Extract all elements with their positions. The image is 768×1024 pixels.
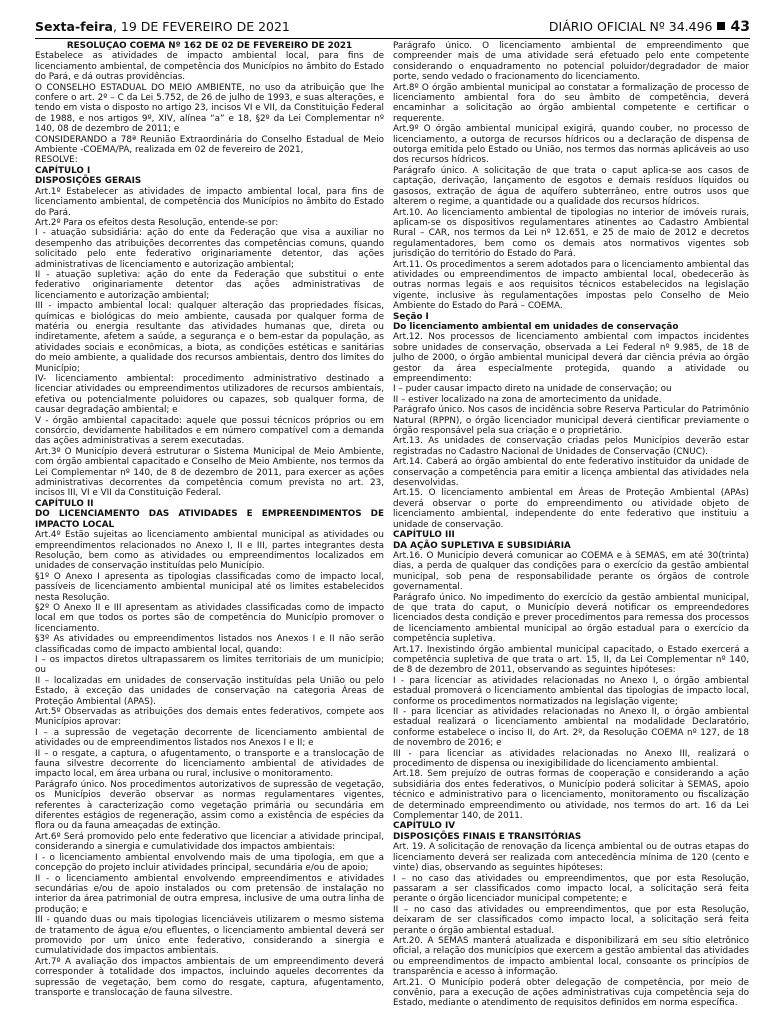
right-paragraph: Art.18. Sem prejuízo de outras formas de cooperação e considerando a ação subsidiária dos entes federativos, o Município poderá solicitar à SEMAS, apoio técnico e administrativo para o licenciamento, monitoramento ou fiscalização de determinado empreendimento ou atividade, nos termos do art. 16 da Lei Complementar 140, de 2011. bbox=[393, 769, 749, 822]
right-paragraph: Art.14. Caberá ao órgão ambiental do ente federativo instituidor da unidade de conservação a competência para emitir a licença ambiental das atividades nela desenvolvidas. bbox=[393, 457, 749, 489]
right-paragraph: I – no caso das atividades ou empreendimentos, que por esta Resolução, passaram a ser classificados como impacto local, a solicitação será feita perante o órgão licenciador municipal competente; e bbox=[393, 873, 749, 905]
left-paragraph: CAPÍTULO II bbox=[35, 498, 94, 509]
right-paragraph: II – no caso das atividades ou empreendimentos, que por esta Resolução, deixaram de ser classificados como impacto local, a solicitação será feita perante o órgão ambiental estadual. bbox=[393, 904, 749, 936]
left-paragraph: §3º As atividades ou empreendimentos listados nos Anexos I e II não serão classificadas como de impacto ambiental local, quando: bbox=[35, 634, 384, 655]
header-journal bbox=[549, 19, 750, 35]
left-paragraph: CAPÍTULO I bbox=[35, 165, 91, 176]
left-paragraph: II - o licenciamento ambiental envolvendo empreendimentos e atividades secundárias e/ou de apoio instalados ou com pretensão de instalação no interior da área patrimonial de outra empresa, inclusive de uma outra linha de produção; e bbox=[35, 873, 384, 915]
right-paragraph: CAPÍTULO III bbox=[393, 530, 455, 541]
left-paragraph: V - órgão ambiental capacitado: aquele que possui técnicos próprios ou em consórcio, devidamente habilitados e em número compatível com a demanda das ações administrativas a serem executadas. bbox=[35, 415, 384, 447]
left-paragraph: II – o resgate, a captura, o afugentamento, o transporte e a translocação de fauna silvestre decorrente do licenciamento ambiental de atividades de impacto local, em área urbana ou rural, inclusive o monitoramento. bbox=[35, 748, 384, 780]
left-paragraph: §2º O Anexo II e III apresentam as atividades classificadas como de impacto local em que todos os portes são de competência do Município promover o licenciamento. bbox=[35, 602, 384, 634]
left-paragraph: I - o licenciamento ambiental envolvendo mais de uma tipologia, em que a concepção do projeto incluir atividades principal, secundária e/ou de apoio; bbox=[35, 852, 384, 874]
right-paragraph: CAPÍTULO IV bbox=[393, 821, 456, 832]
right-column bbox=[393, 41, 749, 1021]
right-paragraph: Art.15. O licenciamento ambiental em Áreas de Proteção Ambiental (APAs) deverá observar o porte do empreendimento ou atividade objeto de licenciamento ambiental, independente do ente federativo que instituiu a unidade de conservação. bbox=[393, 488, 749, 530]
left-paragraph: DISPOSIÇÕES GERAIS bbox=[35, 176, 142, 187]
square-icon bbox=[717, 22, 725, 30]
right-paragraph: Art.13. As unidades de conservação criadas pelos Municípios deverão estar registradas no Cadastro Nacional de Unidades de Conservação (CNUC). bbox=[393, 436, 749, 457]
right-paragraph: III - para licenciar as atividades relacionadas no Anexo III, realizará o procedimento de dispensa ou inexigibilidade do licenciamento ambiental. bbox=[393, 748, 749, 770]
right-paragraph: Art.17. Inexistindo órgão ambiental municipal capacitado, o Estado exercerá a competência supletiva de que trata o art. 15, II, da Lei Complementar nº 140, de 8 de dezembro de 2011, observando as seguintes hipóteses: bbox=[393, 644, 749, 676]
right-paragraph: Seção I bbox=[393, 311, 429, 322]
left-paragraph: Art.6º Será promovido pelo ente federativo que licenciar a atividade principal, considerando a sinergia e cumulatividade dos impactos ambientais: bbox=[35, 831, 384, 853]
right-paragraph: II - para licenciar as atividades relacionadas no Anexo II, o órgão ambiental estadual realizará o licenciamento ambiental na modalidade Declaratório, conforme estabelece o inciso II, do Art. 2º, da Resolução COEMA nº 127, de 18 de novembro de 2016; e bbox=[393, 707, 749, 749]
right-paragraph: Art.12. Nos processos de licenciamento ambiental com impactos incidentes sobre unidades de conservação, observada a Lei Federal nº 9.985, de 18 de julho de 2000, o órgão ambiental municipal deverá dar ciência prévia ao órgão gestor da área especialmente protegida, quando a atividade ou empreendimento: bbox=[393, 332, 749, 384]
right-paragraph: Parágrafo único. O licenciamento ambiental de empreendimento que compreender mais de uma atividade será efetuado pelo ente competente considerando o enquadramento no potencial poluidor/degradador de maior porte, sendo vedado o fracionamento do licenciamento. bbox=[393, 41, 749, 83]
page-header bbox=[35, 0, 750, 40]
right-paragraph: I – puder causar impacto direto na unidade de conservação; ou bbox=[393, 384, 672, 395]
left-paragraph: I - atuação subsidiária: ação do ente da Federação que visa a auxiliar no desempenho das atribuições decorrentes das competências comuns, quando solicitado pelo ente federativo originariamente detentor, das ações administrativas de licenciamento e autorização ambiental; bbox=[35, 228, 384, 270]
left-paragraph: II - atuação supletiva: ação do ente da Federação que substitui o ente federativo originariamente detentor das ações administrativas de licenciamento e autorização ambiental; bbox=[35, 269, 384, 301]
right-paragraph: I - para licenciar as atividades relacionadas no Anexo I, o órgão ambiental estadual promoverá o licenciamento ambiental das tipologias de impacto local, conforme os procedimentos normatizados na legislação vigente; bbox=[393, 675, 749, 707]
left-paragraph: O CONSELHO ESTADUAL DO MEIO AMBIENTE, no uso da atribuição que lhe confere o art. 2º – C da Lei 5.752, de 26 de julho de 1993, e suas alterações, e tendo em vista o disposto no artigo 23, incisos VI e VII, da Constituição Federal de 1988, e nos artigos 9º, XIV, alínea “a” e 18, §2º da Lei Complementar nº 140, 08 de dezembro de 2011; e bbox=[35, 82, 384, 135]
right-paragraph: Art.20. A SEMAS manterá atualizada e disponibilizará em seu sítio eletrônico oficial, a relação dos municípios que exercem a gestão ambiental das atividades ou empreendimentos de impacto ambiental local, consoante os princípios de transparência e acesso à informação. bbox=[393, 935, 749, 978]
left-paragraph: III - impacto ambiental local: qualquer alteração das propriedades físicas, químicas e biológicas do meio ambiente, causada por qualquer forma de matéria ou energia resultante das atividades humanas que, direta ou indiretamente, afetem a saúde, a segurança e o bem-estar da população, as atividades sociais e econômicas, a biota, as condições estéticas e sanitárias do meio ambiente, a qualidade dos recursos ambientais, dentro dos limites do Município; bbox=[35, 301, 384, 374]
left-paragraph: Art.2º Para os efeitos desta Resolução, entende-se por: bbox=[35, 217, 279, 228]
left-paragraph: Art.5º Observadas as atribuições dos demais entes federativos, compete aos Municípios aprovar: bbox=[35, 707, 384, 728]
left-paragraph: Parágrafo único. Nos procedimentos autorizativos de supressão de vegetação, os Municípios deverão observar as normas regulamentares vigentes, referentes à caracterização como vegetação primária ou secundária em diferentes estágios de regeneração, assim como a existência de espécies da flora ou da fauna ameaçadas de extinção. bbox=[35, 779, 384, 832]
left-column bbox=[35, 41, 384, 1021]
right-paragraph: Parágrafo único. Nos casos de incidência sobre Reserva Particular do Patrimônio Natural (RPPN), o órgão licenciador municipal deverá cientificar previamente o órgão responsável pela sua criação e o proprietário. bbox=[393, 405, 749, 437]
right-paragraph: Art.10. Ao licenciamento ambiental de tipologias no interior de imóveis rurais, aplicam-se os dispositivos regulamentares atinentes ao Cadastro Ambiental Rural – CAR, nos termos da Lei nº 12.651, e 25 de maio de 2012 e decretos regulamentadores, bem como os demais atos normativos vigentes sob jurisdição do território do Estado do Pará. bbox=[393, 207, 749, 260]
right-paragraph: II – estiver localizado na zona de amortecimento da unidade. bbox=[393, 394, 662, 405]
header-rule bbox=[35, 38, 750, 39]
right-paragraph: Art.8º O órgão ambiental municipal ao constatar a formalização de processo de licenciamento ambiental fora do seu âmbito de competência, deverá encaminhar a solicitação ao órgão ambiental competente e certificar o requerente. bbox=[393, 82, 749, 124]
right-paragraph: DA AÇÃO SUPLETIVA E SUBSIDIÁRIA bbox=[393, 540, 571, 551]
left-paragraph: Art.4º Estão sujeitas ao licenciamento ambiental municipal as atividades ou empreendimentos relacionados no Anexo I, II e III, partes integrantes desta Resolução, bem como as atividades ou empreendimentos localizados em unidades de conservação instituídas pelo Município. bbox=[35, 530, 384, 572]
right-paragraph: Parágrafo único. A solicitação de que trata o caput aplica-se aos casos de captação, derivação, lançamento de esgotos e demais resíduos líquidos ou gasosos, extração de água de aquífero subterrâneo, entre outros usos que alterem o regime, a quantidade ou a qualidade dos recursos hídricos. bbox=[393, 165, 749, 208]
left-paragraph: §1º O Anexo I apresenta as tipologias classificadas como de impacto local, passíveis de licenciamento ambiental municipal até os limites estabelecidos nesta Resolução. bbox=[35, 571, 384, 603]
right-paragraph: Art.9º O órgão ambiental municipal exigirá, quando couber, no processo de licenciamento, a outorga de recursos hídricos ou a declaração de dispensa de outorga emitida pelo Estado ou União, nos termos das normas aplicáveis ao uso dos recursos hídricos. bbox=[393, 124, 749, 166]
left-paragraph: RESOLUÇÃO COEMA Nº 162 DE 02 DE FEVEREIRO DE 2021 bbox=[66, 41, 353, 51]
left-paragraph: DO LICENCIAMENTO DAS ATIVIDADES E EMPREENDIMENTOS DE IMPACTO LOCAL bbox=[35, 509, 384, 530]
left-paragraph: CONSIDERANDO a 78ª Reunião Extraordinária do Conselho Estadual de Meio Ambiente -COEMA/PA, realizada em 02 de fevereiro de 2021, bbox=[35, 134, 384, 156]
page-number: 43 bbox=[730, 19, 750, 35]
right-paragraph: Art.11. Os procedimentos a serem adotados para o licenciamento ambiental das atividades ou empreendimentos de impacto ambiental local, obedecerão às outras normas legais e aos requisitos técnicos estabelecidos na legislação vigente, inclusive às regulamentações impostas pelo Conselho de Meio Ambiente do Estado do Pará – COEMA. bbox=[393, 259, 749, 312]
right-paragraph: DISPOSIÇÕES FINAIS E TRANSITÓRIAS bbox=[393, 831, 582, 842]
left-paragraph: Art.3º O Município deverá estruturar o Sistema Municipal de Meio Ambiente, com órgão ambiental capacitado e Conselho de Meio Ambiente, nos termos da Lei Complementar nº 140, de 8 de dezembro de 2011, para exercer as ações administrativas decorrentes da competência comum prevista no art. 23, incisos III, VI e VII da Constituição Federal. bbox=[35, 446, 384, 499]
left-paragraph: Estabelece as atividades de impacto ambiental local, para fins de licenciamento ambiental, de competência dos Municípios no âmbito do Estado do Pará, e dá outras providências. bbox=[35, 51, 384, 83]
right-paragraph: Do licenciamento ambiental em unidades de conservação bbox=[393, 321, 679, 332]
right-paragraph: Parágrafo único. No impedimento do exercício da gestão ambiental municipal, de que trata do caput, o Município deverá notificar os empreendedores licenciados desta condição e prever procedimentos para remessa dos processos de licenciamento ambiental municipal ao órgão estadual para o exercício da competência supletiva. bbox=[393, 592, 749, 645]
journal-title: DIÁRIO OFICIAL Nº 34.496 bbox=[548, 19, 713, 34]
header-weekday: Sexta-feira bbox=[35, 19, 113, 34]
left-paragraph: I – a supressão de vegetação decorrente de licenciamento ambiental de atividades ou de empreendimentos listados nos Anexos I e II; e bbox=[35, 727, 384, 749]
left-paragraph: RESOLVE: bbox=[35, 155, 78, 166]
left-paragraph: IV- licenciamento ambiental: procedimento administrativo destinado a licenciar atividades ou empreendimentos utilizadores de recursos ambientais, efetiva ou potencialmente poluidores ou capazes, sob qualquer forma, de causar degradação ambiental; e bbox=[35, 374, 384, 416]
left-paragraph: Art.7º A avaliação dos impactos ambientais de um empreendimento deverá corresponder à totalidade dos impactos, incluindo aqueles decorrentes da supressão de vegetação, bem como do resgate, captura, afugentamento, transporte e translocação de fauna silvestre. bbox=[35, 956, 384, 998]
header-date bbox=[35, 19, 290, 34]
left-paragraph: II – localizadas em unidades de conservação instituídas pela União ou pelo Estado, à exceção das unidades de conservação na categoria Áreas de Proteção Ambiental (APAS). bbox=[35, 675, 384, 707]
right-paragraph: Art. 19. A solicitação de renovação da licença ambiental ou de outras etapas do licenciamento deverá ser realizada com antecedência mínima de 120 (cento e vinte) dias, observando as seguintes hipóteses: bbox=[393, 842, 749, 874]
right-paragraph: Art.21. O Município poderá obter delegação de competência, por meio de convênio, para a execução de ações administrativas cuja competência seja do Estado, mediante o atendimento de requisitos definidos em norma específica. bbox=[393, 977, 749, 1009]
header-date-text: , 19 DE FEVEREIRO DE 2021 bbox=[112, 19, 290, 34]
right-paragraph: Art.16. O Município deverá comunicar ao COEMA e à SEMAS, em até 30(trinta) dias, a perda de qualquer das condições para o exercício da gestão ambiental municipal, sob pena de responsabilidade perante os órgãos de controle governamental. bbox=[393, 550, 749, 593]
left-paragraph: III - quando duas ou mais tipologias licenciáveis utilizarem o mesmo sistema de tratamento de água e/ou efluentes, o licenciamento ambiental deverá ser promovido por um único ente federativo, considerando a sinergia e cumulatividade dos impactos ambientais. bbox=[35, 915, 384, 957]
left-paragraph: I – os impactos diretos ultrapassarem os limites territoriais de um município; ou bbox=[35, 654, 384, 676]
left-paragraph: Art.1º Estabelecer as atividades de impacto ambiental local, para fins de licenciamento ambiental, de competência dos Municípios no âmbito do Estado do Pará. bbox=[35, 186, 384, 218]
